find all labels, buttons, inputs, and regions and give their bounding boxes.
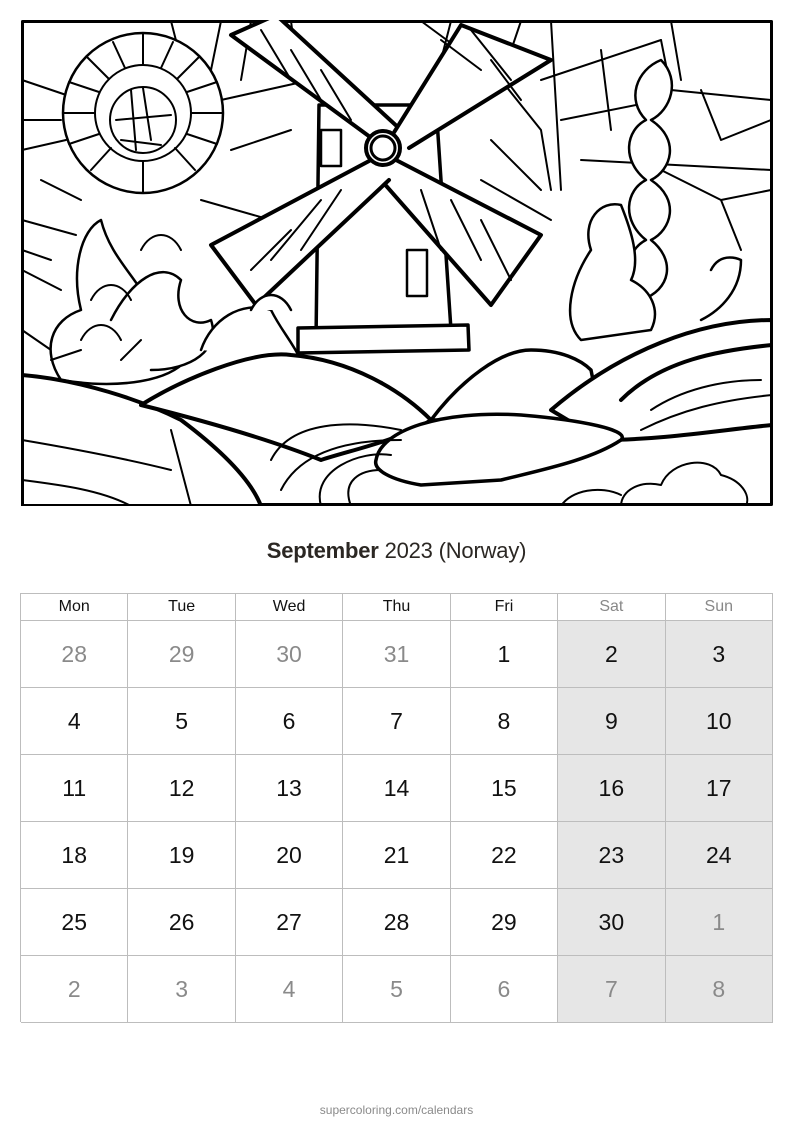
day-cell: 18: [21, 822, 128, 889]
day-cell: 26: [128, 889, 235, 956]
day-cell: 2: [558, 621, 665, 688]
day-cell: 20: [236, 822, 343, 889]
day-cell: 9: [558, 688, 665, 755]
day-cell: 24: [666, 822, 773, 889]
footer-url: supercoloring.com/calendars: [319, 1103, 474, 1117]
day-cell: 8: [451, 688, 558, 755]
day-cell-adjacent-month: 4: [236, 956, 343, 1023]
day-cell-adjacent-month: 30: [236, 621, 343, 688]
day-cell: 6: [236, 688, 343, 755]
weekday-header-mon: Mon: [21, 594, 128, 621]
day-cell-adjacent-month: 1: [666, 889, 773, 956]
day-cell: 1: [451, 621, 558, 688]
day-cell-adjacent-month: 28: [21, 621, 128, 688]
weekday-header-thu: Thu: [343, 594, 450, 621]
day-cell: 3: [666, 621, 773, 688]
day-cell-adjacent-month: 31: [343, 621, 450, 688]
day-cell: 11: [21, 755, 128, 822]
day-cell: 16: [558, 755, 665, 822]
title-year-country: 2023 (Norway): [384, 538, 527, 563]
day-cell: 7: [343, 688, 450, 755]
day-cell-adjacent-month: 29: [128, 621, 235, 688]
day-cell-adjacent-month: 3: [128, 956, 235, 1023]
day-cell: 5: [128, 688, 235, 755]
day-cell: 13: [236, 755, 343, 822]
day-cell: 17: [666, 755, 773, 822]
windmill-illustration: [21, 20, 773, 506]
weekday-header-fri: Fri: [451, 594, 558, 621]
day-cell-adjacent-month: 8: [666, 956, 773, 1023]
day-cell-adjacent-month: 7: [558, 956, 665, 1023]
calendar-title: [0, 538, 793, 564]
weekday-header-sat: Sat: [558, 594, 665, 621]
day-cell: 22: [451, 822, 558, 889]
day-cell: 23: [558, 822, 665, 889]
day-cell: 25: [21, 889, 128, 956]
day-cell-adjacent-month: 5: [343, 956, 450, 1023]
title-month: September: [266, 538, 379, 563]
day-cell: 15: [451, 755, 558, 822]
day-cell: 28: [343, 889, 450, 956]
calendar-grid: [20, 593, 773, 1022]
day-cell: 4: [21, 688, 128, 755]
day-cell: 14: [343, 755, 450, 822]
day-cell: 10: [666, 688, 773, 755]
day-cell: 12: [128, 755, 235, 822]
day-cell-adjacent-month: 6: [451, 956, 558, 1023]
day-cell: 30: [558, 889, 665, 956]
weekday-header-sun: Sun: [666, 594, 773, 621]
day-cell: 21: [343, 822, 450, 889]
weekday-header-tue: Tue: [128, 594, 235, 621]
day-cell: 29: [451, 889, 558, 956]
day-cell: 19: [128, 822, 235, 889]
day-cell: 27: [236, 889, 343, 956]
day-cell-adjacent-month: 2: [21, 956, 128, 1023]
weekday-header-wed: Wed: [236, 594, 343, 621]
